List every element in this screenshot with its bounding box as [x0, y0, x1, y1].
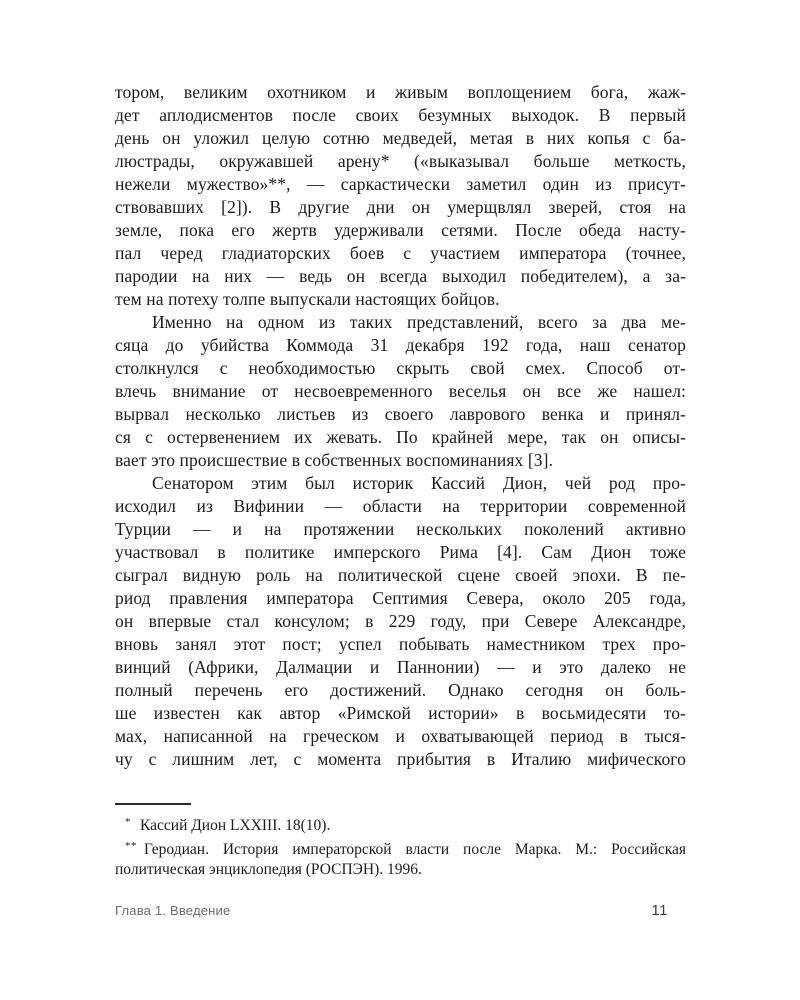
text-line: ствовавших [2]). В другие дни он умерщвлял зверей, стоя на [115, 197, 686, 217]
text-line: вает это происшествие в собственных воспоминаниях [3]. [115, 450, 554, 470]
footnote-text: Кассий Дион LXXIII. 18(10). [140, 817, 331, 834]
footnote-text: Геродиан. История императорской власти после Марка. М.: Российская политическая энциклопедия (РОСПЭН). 1996. [115, 841, 686, 878]
text-line: люстрады, окружавшей арену* («выказывал больше меткость, [115, 151, 686, 171]
text-line: пал черед гладиаторских боев с участием императора (точнее, [115, 243, 686, 263]
text-line: пародии на них — ведь он всегда выходил победителем), а за- [115, 266, 686, 286]
footnote [115, 836, 686, 880]
text-line: земле, пока его жертв удерживали сетями. После обеда насту- [115, 220, 686, 240]
footnote-marker: * [125, 816, 131, 828]
text-line: участвовал в политике имперского Рима [4]. Сам Дион тоже [115, 542, 686, 562]
body-text [115, 81, 686, 771]
paragraph [115, 472, 686, 771]
text-line: винций (Африки, Далмации и Паннонии) — и это далеко не [115, 657, 686, 677]
paragraph [115, 81, 686, 311]
text-line: риод правления императора Септимия Севера, около 205 года, [115, 588, 686, 608]
text-line: Сенатором этим был историк Кассий Дион, чей род про- [152, 473, 686, 493]
text-line: ся с остервенением их жевать. По крайней мере, так он описы- [115, 427, 686, 447]
text-line: мах, написанной на греческом и охватывающей период в тыся- [115, 726, 686, 746]
text-line: тором, великим охотником и живым воплощением бога, жаж- [115, 82, 686, 102]
text-line: он впервые стал консулом; в 229 году, при Севере Александре, [115, 611, 686, 631]
page-footer [115, 902, 686, 919]
text-line: Турции — и на протяжении нескольких поколений активно [115, 519, 686, 539]
text-line: дет аплодисментов после своих безумных выходок. В первый [115, 105, 686, 125]
footnote-rule [115, 803, 191, 805]
text-line: день он уложил целую сотню медведей, метая в них копья с ба- [115, 128, 686, 148]
chapter-label: Глава 1. Введение [115, 903, 231, 918]
footnote [115, 812, 686, 836]
text-line: столкнулся с необходимостью скрыть свой смех. Способ от- [115, 358, 686, 378]
text-line: влечь внимание от несвоевременного веселья он все же нашел: [115, 381, 686, 401]
text-line: сяца до убийства Коммода 31 декабря 192 года, наш сенатор [115, 335, 686, 355]
text-line: вновь занял этот пост; успел побывать наместником трех про- [115, 634, 686, 654]
paragraph [115, 311, 686, 472]
footnotes-section [115, 803, 686, 880]
text-line: вырвал несколько листьев из своего лаврового венка и принял- [115, 404, 686, 424]
text-line: ше известен как автор «Римской истории» в восьмидесяти то- [115, 703, 686, 723]
text-line: нежели мужество»**, — саркастически заметил один из присут- [115, 174, 686, 194]
text-line: исходил из Вифинии — области на территории современной [115, 496, 686, 516]
text-line: чу с лишним лет, с момента прибытия в Италию мифического [115, 749, 686, 769]
text-line: тем на потеху толпе выпускали настоящих бойцов. [115, 289, 500, 309]
footnote-marker: ** [125, 840, 137, 852]
page-number: 11 [651, 902, 668, 919]
text-line: полный перечень его достижений. Однако сегодня он боль- [115, 680, 686, 700]
text-line: Именно на одном из таких представлений, всего за два ме- [152, 312, 686, 332]
text-line: сыграл видную роль на политической сцене своей эпохи. В пе- [115, 565, 686, 585]
